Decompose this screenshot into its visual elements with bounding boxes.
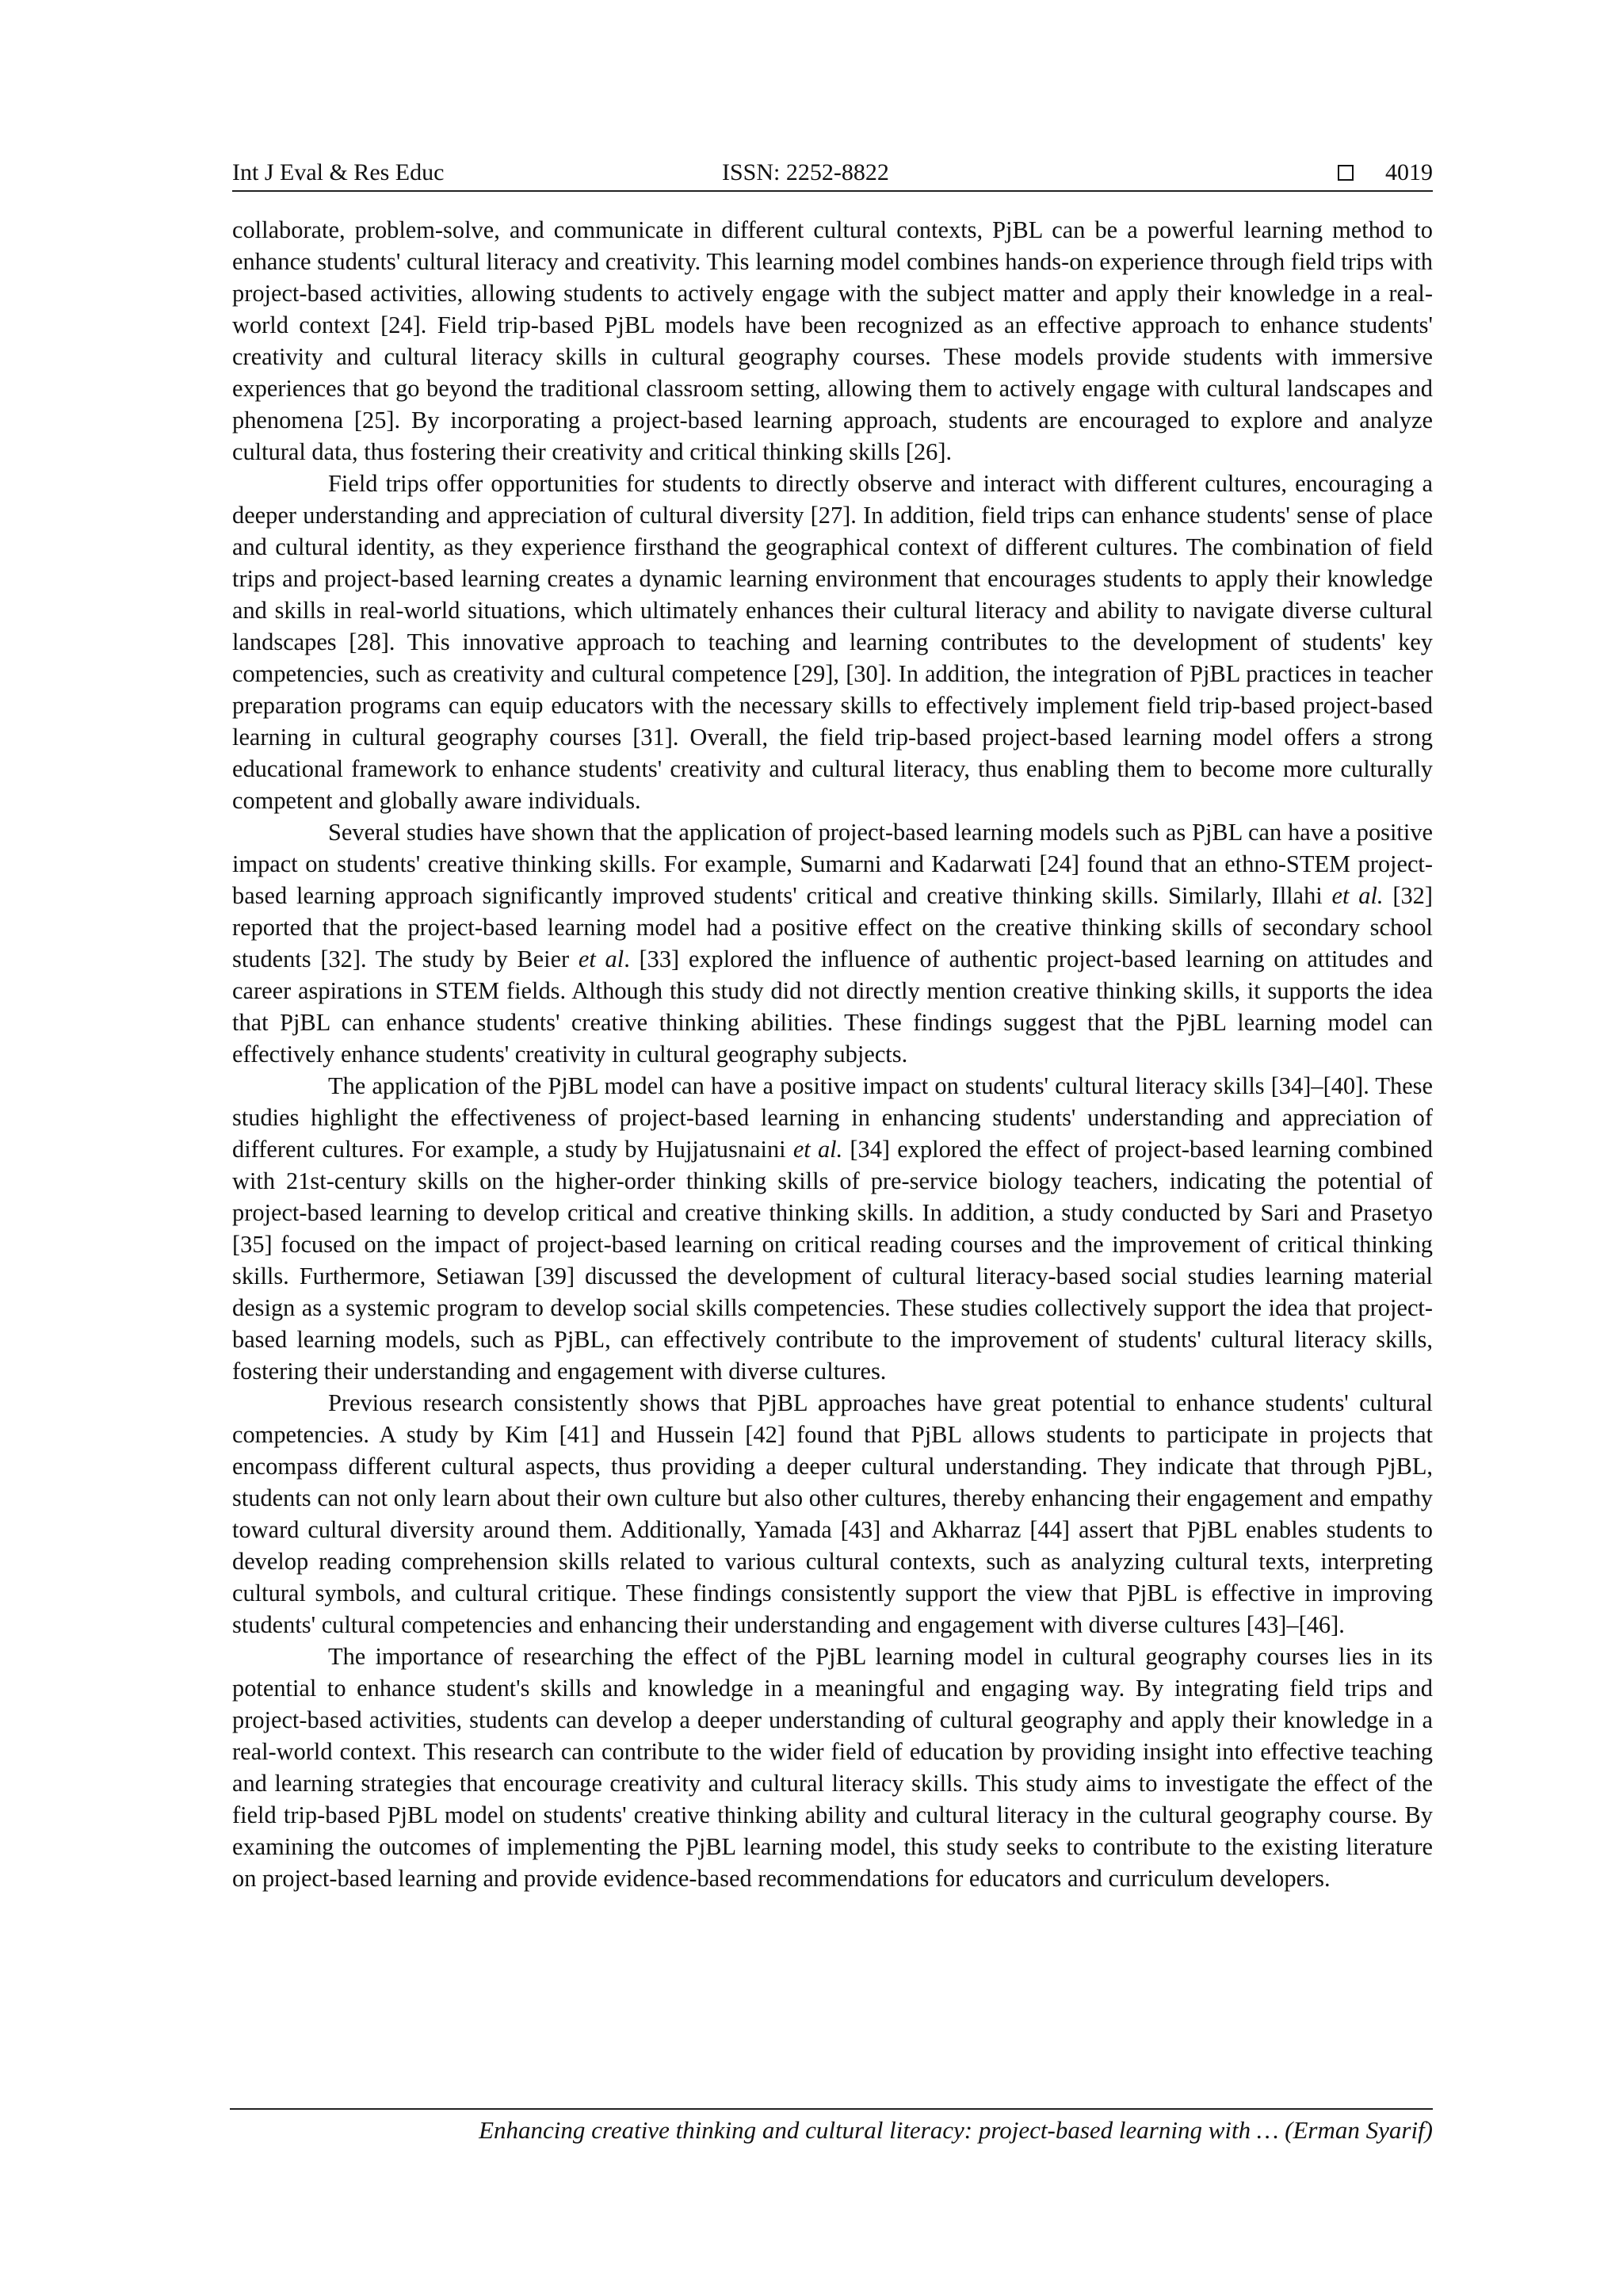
paragraph-1: collaborate, problem-solve, and communicate in different cultural contexts, PjBL can be a powerful learning method to enhance students' cultural literacy and creativity. This learning model combines hands-on experience through field trips with project-based activities, allowing students to actively engage with the subject matter and apply their knowledge in a real-world context [24]. Field trip-based PjBL models have been recognized as an effective approach to enhance students' creativity and cultural literacy skills in cultural geography courses. These models provide students with immersive experiences that go beyond the traditional classroom setting, allowing them to actively engage with cultural landscapes and phenomena [25]. By incorporating a project-based learning approach, students are encouraged to explore and analyze cultural data, thus fostering their creativity and critical thinking skills [26].	[232, 216, 1433, 465]
paragraph-3-part: . [33] explored the influence of authentic project-based learning on attitudes and career aspirations in STEM fields. Although this study did not directly mention creative thinking skills, it supports the idea that PjBL can enhance students' creative thinking abilities. These findings suggest that the PjBL learning model can effectively enhance students' creativity in cultural geography subjects.	[232, 946, 1434, 1068]
paragraph-4-part: [34] explored the effect of project-based learning combined with 21st-century skills on the higher-order thinking skills of pre-service biology teachers, indicating the potential of project-based learning to develop critical and creative thinking skills. In addition, a study conducted by Sari and Prasetyo [35] focused on the impact of project-based learning on critical reading courses and the improvement of critical thinking skills. Furthermore, Setiawan [39] discussed the development of cultural literacy-based social studies learning material design as a systemic program to develop social skills competencies. These studies collectively support the idea that project-based learning models, such as PjBL, can effectively contribute to the improvement of students' cultural literacy skills, fostering their understanding and engagement with diverse cultures.	[232, 1136, 1433, 1385]
citation-et-al: et al.	[1331, 882, 1384, 909]
square-bullet-icon	[1338, 165, 1354, 181]
paragraph-3-part: [32] reported that the project-based learning model had a positive effect on the creative thinking skills of secondary school students [32]. The study by Beier	[232, 882, 1433, 972]
paragraph-4-part: The application of the PjBL model can have a positive impact on students' cultural literacy skills [34]–[40]. These studies highlight the effectiveness of project-based learning in enhancing students' understanding and appreciation of different cultures. For example, a study by Hujjatusnaini	[232, 1072, 1433, 1163]
paragraph-5: Previous research consistently shows that PjBL approaches have great potential to enhance students' cultural competencies. A study by Kim [41] and Hussein [42] found that PjBL allows students to participate in projects that encompass different cultural aspects, thus providing a deeper cultural understanding. They indicate that through PjBL, students can not only learn about their own culture but also other cultures, thereby enhancing their engagement and empathy toward cultural diversity around them. Additionally, Yamada [43] and Akharraz [44] assert that PjBL enables students to develop reading comprehension skills related to various cultural contexts, such as analyzing cultural texts, interpreting cultural symbols, and cultural critique. These findings consistently support the view that PjBL is effective in improving students' cultural competencies and enhancing their understanding and engagement with diverse cultures [43]–[46].	[232, 1389, 1433, 1638]
issn-label: ISSN: 2252-8822	[722, 159, 889, 185]
paragraph-2: Field trips offer opportunities for students to directly observe and interact with different cultures, encouraging a deeper understanding and appreciation of cultural diversity [27]. In addition, field trips can enhance students' sense of place and cultural identity, as they experience firsthand the geographical context of different cultures. The combination of field trips and project-based learning creates a dynamic learning environment that encourages students to apply their knowledge and skills in real-world situations, which ultimately enhances their cultural literacy and ability to navigate diverse cultural landscapes [28]. This innovative approach to teaching and learning contributes to the development of students' key competencies, such as creativity and cultural competence [29], [30]. In addition, the integration of PjBL practices in teacher preparation programs can equip educators with the necessary skills to effectively implement field trip-based project-based learning in cultural geography courses [31]. Overall, the field trip-based project-based learning model offers a strong educational framework to enhance students' creativity and cultural literacy, thus enabling them to become more culturally competent and globally aware individuals.	[232, 470, 1433, 814]
citation-et-al: et al.	[792, 1136, 843, 1163]
page-number: 4019	[1385, 159, 1433, 185]
page-number-group	[1338, 155, 1433, 190]
paragraph-3	[232, 816, 1433, 1070]
journal-abbrev: Int J Eval & Res Educ	[232, 159, 445, 185]
page-footer	[230, 2108, 1433, 2148]
citation-et-al: et al	[578, 946, 624, 972]
paragraph-6: The importance of researching the effect of the PjBL learning model in cultural geography courses lies in its potential to enhance student's skills and knowledge in a meaningful and engaging way. By integrating field trips and project-based activities, students can develop a deeper understanding of cultural geography and apply their knowledge in a real-world context. This research can contribute to the wider field of education by providing insight into effective teaching and learning strategies that encourage creativity and cultural literacy skills. This study aims to investigate the effect of the field trip-based PjBL model on students' creative thinking ability and cultural literacy in the cultural geography course. By examining the outcomes of implementing the PjBL learning model, this study seeks to contribute to the existing literature on project-based learning and provide evidence-based recommendations for educators and curriculum developers.	[232, 1643, 1433, 1892]
page-header	[232, 155, 1433, 192]
body-text	[232, 214, 1433, 1894]
paragraph-3-part: Several studies have shown that the application of project-based learning models such as PjBL can have a positive impact on students' creative thinking skills. For example, Sumarni and Kadarwati [24] found that an ethno-STEM project-based learning approach significantly improved students' critical and creative thinking skills. Similarly, Illahi	[232, 819, 1433, 909]
paragraph-4	[232, 1070, 1433, 1387]
running-title: Enhancing creative thinking and cultural literacy: project-based learning with … (Erman Syarif)	[479, 2116, 1433, 2144]
